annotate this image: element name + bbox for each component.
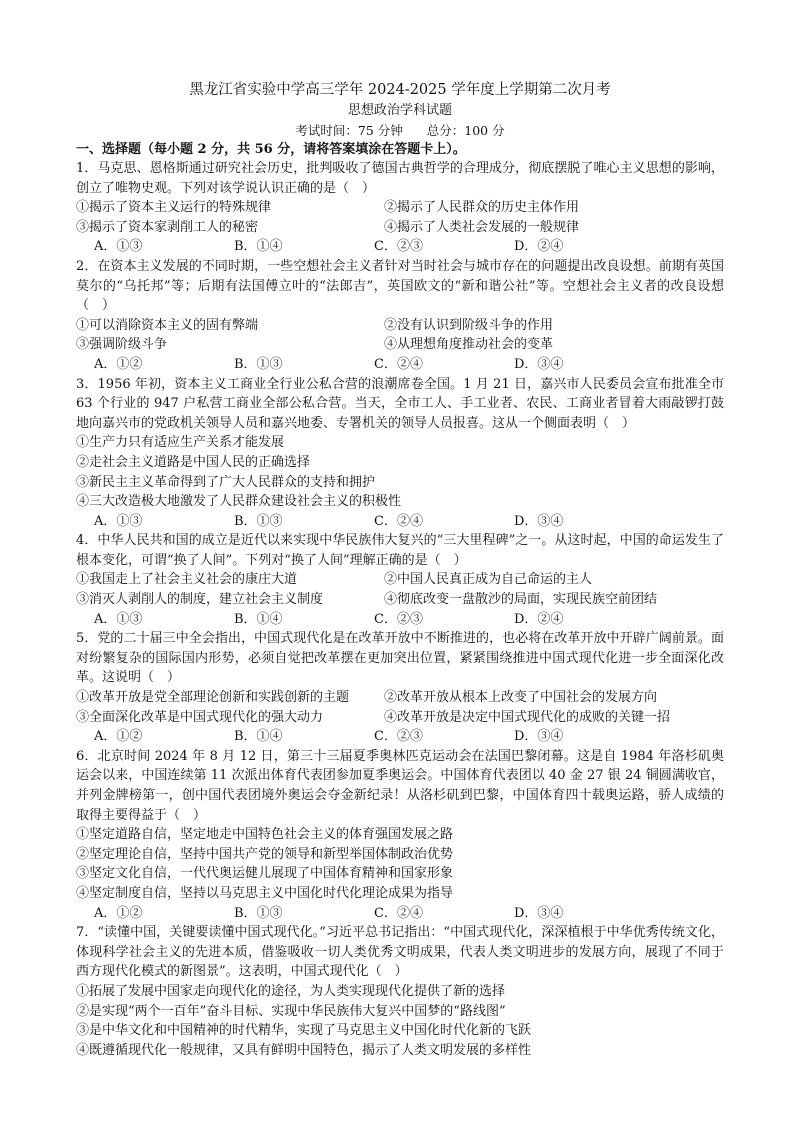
answer-option: A．①③ xyxy=(94,513,143,529)
exam-page xyxy=(76,80,724,1060)
answer-option: D．③④ xyxy=(514,729,564,745)
statement: ①生产力只有适应生产关系才能发展 xyxy=(76,435,285,451)
answer-option: B．①③ xyxy=(234,905,283,921)
answer-option: D．③④ xyxy=(514,905,564,921)
statement: ②是实现“两个一百年”奋斗目标、实现中华民族伟大复兴中国梦的“路线图” xyxy=(76,1003,506,1019)
question-3 xyxy=(76,375,724,532)
statement: ④既遵循现代化一般规律，又具有鲜明中国特色，揭示了人类文明发展的多样性 xyxy=(76,1042,532,1058)
statement: ②坚定理论自信，坚持中国共产党的领导和新型举国体制政治优势 xyxy=(76,846,454,862)
statement-row xyxy=(76,218,724,238)
statement-row xyxy=(76,590,724,610)
question-stem: 2．在资本主义发展的不同时期，一些空想社会主义者针对当时社会与城市存在的问题提出改良设想。前期有英国莫尔的“乌托邦”等；后期有法国傅立叶的“法郎吉”，英国欧文的“新和谐公社”等。空想社会主义者的改良设想（ ） xyxy=(76,258,724,314)
statement-row xyxy=(76,570,724,590)
answer-option: A．①② xyxy=(94,905,143,921)
statement: ③全面深化改革是中国式现代化的强大动力 xyxy=(76,709,324,725)
question-stem: 5．党的二十届三中全会指出，中国式现代化是在改革开放中不断推进的，也必将在改革开放中开辟广阔前景。面对纷繁复杂的国际国内形势，必须自觉把改革摆在更加突出位置，紧紧围绕推进中国式现代化进一步全面深化改革。这说明（ ） xyxy=(76,631,724,686)
answer-option: D．③④ xyxy=(514,356,564,372)
question-list xyxy=(76,159,724,1060)
answer-options xyxy=(76,355,724,375)
statement: ②揭示了人民群众的历史主体作用 xyxy=(384,200,580,216)
answer-option: A．①③ xyxy=(94,239,143,255)
statement: ②没有认识到阶级斗争的作用 xyxy=(384,317,554,333)
answer-option: B．①④ xyxy=(234,239,283,255)
statement: ③新民主主义革命得到了广大人民群众的支持和拥护 xyxy=(76,474,376,490)
answer-option: B．①④ xyxy=(234,611,283,627)
statement-row xyxy=(76,198,724,218)
exam-time: 考试时间：75 分钟 xyxy=(295,123,403,138)
answer-options xyxy=(76,512,724,532)
question-2 xyxy=(76,257,724,375)
statement: ①拓展了发展中国家走向现代化的途径，为人类实现现代化提供了新的选择 xyxy=(76,983,506,999)
statement: ②走社会主义道路是中国人民的正确选择 xyxy=(76,454,311,470)
statement: ①可以消除资本主义的固有弊端 xyxy=(76,317,259,333)
question-6 xyxy=(76,747,724,923)
section-heading: 一、选择题（每小题 2 分，共 56 分，请将答案填涂在答题卡上）。 xyxy=(76,142,466,157)
answer-option: D．②④ xyxy=(514,611,564,627)
statement: ③消灭人剥削人的制度，建立社会主义制度 xyxy=(76,592,324,608)
statement: ②中国人民真正成为自己命运的主人 xyxy=(384,572,593,588)
exam-subject: 思想政治学科试题 xyxy=(347,103,452,118)
exam-score: 总分：100 分 xyxy=(426,123,505,138)
answer-option: B．①③ xyxy=(234,356,283,372)
statement-row xyxy=(76,688,724,708)
statement: ④改革开放是决定中国式现代化的成败的关键一招 xyxy=(384,709,671,725)
question-4 xyxy=(76,531,724,629)
statement: ③坚定文化自信，一代代奥运健儿展现了中国体育精神和国家形象 xyxy=(76,866,454,882)
statement: ④坚定制度自信，坚持以马克思主义中国化时代化理论成果为指导 xyxy=(76,885,454,901)
question-stem: 7．“读懂中国，关键要读懂中国式现代化。”习近平总书记指出：“中国式现代化，深深植根于中华优秀传统文化，体现科学社会主义的先进本质，借鉴吸收一切人类优秀文明成果，代表人类文明进步的发展方向，展现了不同于西方现代化模式的新图景”。这表明，中国式现代化（ ） xyxy=(76,925,724,980)
exam-title: 黑龙江省实验中学高三学年 2024-2025 学年度上学期第二次月考 xyxy=(189,82,611,98)
statement: ③是中华文化和中国精神的时代精华，实现了马克思主义中国化时代化新的飞跃 xyxy=(76,1023,532,1039)
answer-options xyxy=(76,610,724,630)
answer-option: C．②④ xyxy=(374,356,423,372)
question-stem: 1．马克思、恩格斯通过研究社会历史，批判吸收了德国古典哲学的合理成分，彻底摆脱了唯心主义思想的影响，创立了唯物史观。下列对该学说认识正确的是（ ） xyxy=(76,161,724,196)
question-1 xyxy=(76,159,724,257)
statement: ①坚定道路自信，坚定地走中国特色社会主义的体育强国发展之路 xyxy=(76,827,454,843)
statement: ①改革开放是党全部理论创新和实践创新的主题 xyxy=(76,690,350,706)
answer-option: A．①② xyxy=(94,729,143,745)
question-stem: 3．1956 年初，资本主义工商业全行业公私合营的浪潮席卷全国。1 月 21 日，嘉兴市人民委员会宣布批准全市 63 个行业的 947 户私营工商业全部公私合营。当天，全市工人、手工业者、农民、工商业者冒着大雨敲锣打鼓地向嘉兴市的党政机关领导人员和嘉兴地委、专署机关的领导人员报喜。这从一个侧面表明（ ） xyxy=(76,376,724,431)
statement-row xyxy=(76,316,724,336)
statement: ①揭示了资本主义运行的特殊规律 xyxy=(76,200,272,216)
statement: ①我国走上了社会主义社会的康庄大道 xyxy=(76,572,298,588)
statement: ②改革开放从根本上改变了中国社会的发展方向 xyxy=(384,690,658,706)
answer-options xyxy=(76,727,724,747)
question-stem: 4．中华人民共和国的成立是近代以来实现中华民族伟大复兴的“三大里程碑”之一。从这时起，中国的命运发生了根本变化，可谓“换了人间”。下列对“换了人间”理解正确的是（ ） xyxy=(76,533,724,568)
statement: ③强调阶级斗争 xyxy=(76,337,168,353)
statement-row xyxy=(76,335,724,355)
statement: ④揭示了人类社会发展的一般规律 xyxy=(384,219,580,235)
answer-option: B．①④ xyxy=(234,729,283,745)
statement-row xyxy=(76,708,724,728)
statement: ④三大改造极大地激发了人民群众建设社会主义的积极性 xyxy=(76,494,402,510)
answer-option: D．③④ xyxy=(514,513,564,529)
answer-options xyxy=(76,904,724,924)
answer-option: C．②④ xyxy=(374,513,423,529)
question-7 xyxy=(76,923,724,1060)
answer-options xyxy=(76,237,724,257)
answer-option: C．②④ xyxy=(374,905,423,921)
answer-option: C．②③ xyxy=(374,239,423,255)
statement: ③揭示了资本家剥削工人的秘密 xyxy=(76,219,259,235)
answer-option: C．②③ xyxy=(374,611,423,627)
statement: ④彻底改变一盘散沙的局面，实现民族空前团结 xyxy=(384,592,658,608)
statement: ④从理想角度推动社会的变革 xyxy=(384,337,554,353)
question-5 xyxy=(76,629,724,747)
answer-option: C．②③ xyxy=(374,729,423,745)
answer-option: D．②④ xyxy=(514,239,564,255)
exam-info xyxy=(76,121,724,140)
answer-option: A．①③ xyxy=(94,611,143,627)
answer-option: B．①③ xyxy=(234,513,283,529)
answer-option: A．①② xyxy=(94,356,143,372)
question-stem: 6．北京时间 2024 年 8 月 12 日，第三十三届夏季奥林匹克运动会在法国巴黎闭幕。这是自 1984 年洛杉矶奥运会以来，中国连续第 11 次派出体育代表团参加夏季奥运会。中国体育代表团以 40 金 27 银 24 铜圆满收官，并列金牌榜第一，创中国代表团境外奥运会夺金新纪录！从洛杉矶到巴黎，中国体育四十载奥运路，骄人成绩的取得主要得益于（ ） xyxy=(76,748,724,823)
